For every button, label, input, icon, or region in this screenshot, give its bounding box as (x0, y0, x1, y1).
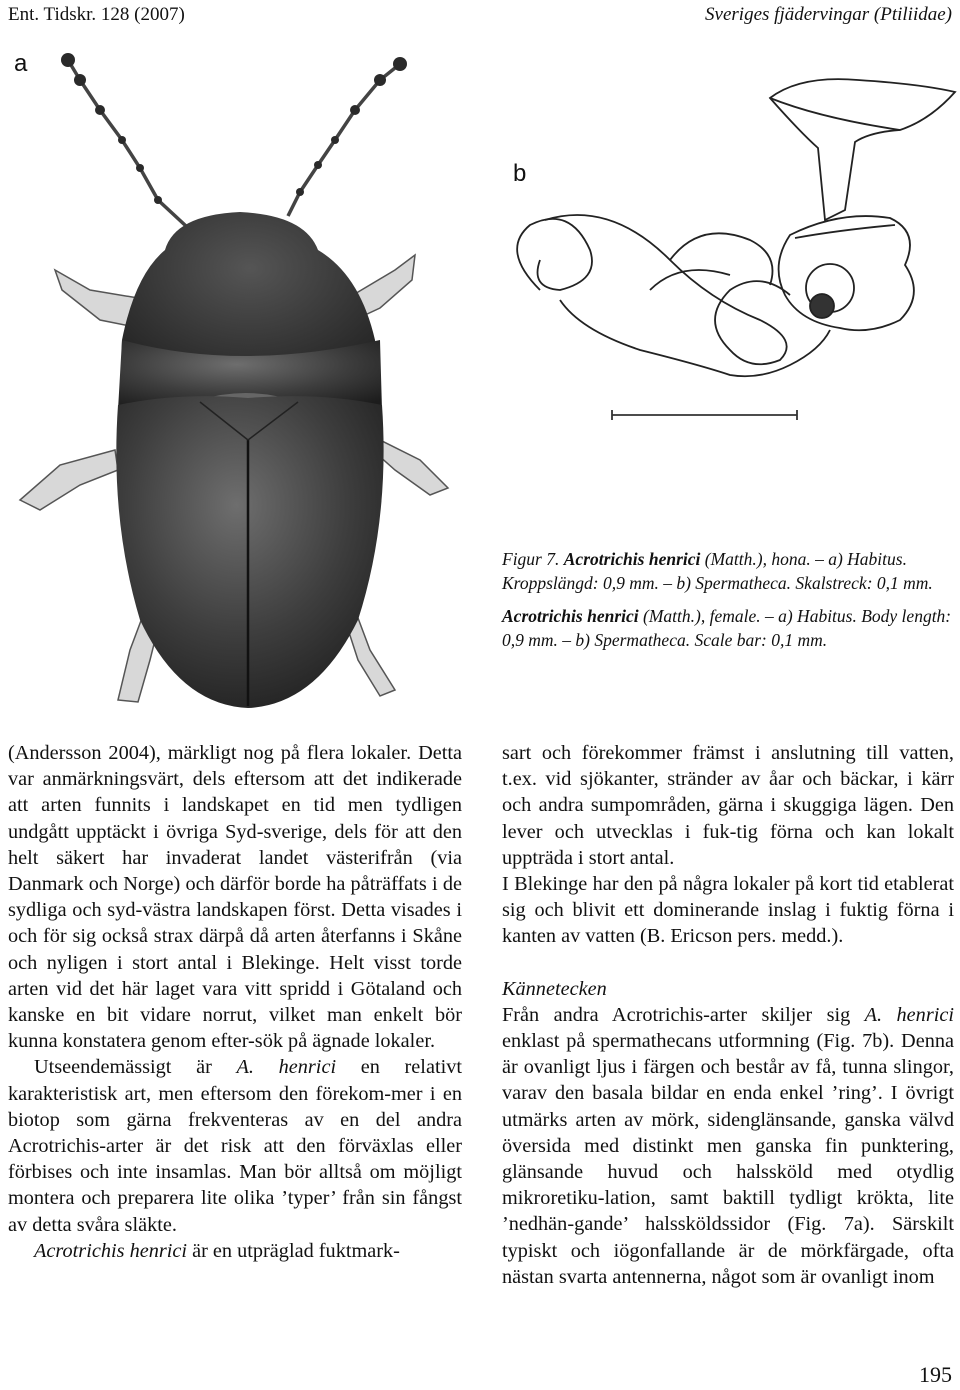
right-text-column (502, 740, 954, 1290)
text-run: en relativt karakteristisk art, men eftersom den förekom-mer i en biotop som gärna frekventeras av en del andra Acrotrichis-arter är det risk att den förväxlas eller förbises och inte insamlas. Man bör alltså om möjligt montera och preparera lite olika ’typer’ från sin fångst av detta svåra släkte. (8, 1056, 462, 1236)
figure-label-b: b (513, 160, 527, 187)
text-run: är en utpräglad fuktmark- (187, 1239, 400, 1262)
beetle-habitus-illustration (0, 40, 500, 720)
caption-english (502, 605, 954, 652)
paragraph: I Blekinge har den på några lokaler på kort tid etablerat sig och blivit ett dominerande inslag i fuktig förna i kanten av vatten (B. Ericson pers. medd.). (502, 873, 954, 948)
caption-prefix: Figur 7. (502, 549, 564, 569)
figure-label-a: a (14, 50, 28, 77)
journal-header: Ent. Tidskr. 128 (2007) (8, 4, 185, 25)
text-run: Från andra Acrotrichis-arter skiljer sig (502, 1003, 865, 1026)
text-run: enklast på spermathecans utformning (Fig. 7b). Denna är ovanligt ljus i färgen och består av få, tunna slingor, varav den basala bildar en enda enkel ’ring’. I övrigt utmärks arten av mörk, sidenglänsande, ganska välvd översida med distinkt men ganska fin punktering, glänsande huvud och halssköld med otydlig mikroretiku-lation, samt baktill tydligt krökta, lite ’nedhän-gande’ halssköldssidor (Fig. 7a). Särskilt typiskt och iögonfallande är de mörkfärgade, ofta nästan svarta antennerna, något som är ovanligt inom (502, 1030, 954, 1288)
paragraph: (Andersson 2004), märkligt nog på flera lokaler. Detta var anmärkningsvärt, dels eftersom att det indikerade att arten funnits i landskapet en tid men tydligen undgått upptäckt i övriga Syd-sverige, dels för att den helt säkert har invaderat landet västerifrån (via Danmark och Norge) och därför borde ha påträffats i de sydliga och syd-västra landskapen först. Detta visades i och för sig också strax därpå då arten återfanns i Skåne och nyligen i stort antal i Blekinge. Helt visst torde arten vid det här laget vara vitt spridd i Götaland och kanske en bit vidare norrut, vilket man enkelt bör kunna konstatera genom efter-sök på ägnade lokaler. (8, 742, 462, 1053)
caption-english-text: (Matth.), female. – a) Habitus. Body length: 0,9 mm. – b) Spermatheca. Scale bar: 0,1 mm. (502, 606, 952, 650)
paragraph: sart och förekommer främst i anslutning till vatten, t.ex. vid sjökanter, stränder av åar och bäckar, i kärr och andra sumpområden, gärna i skuggiga lägen. Den lever och utvecklas i fuk-tig förna och kan lokalt uppträda i stort antal. (502, 742, 954, 869)
caption-swedish-text: (Matth.), hona. – a) Habitus. Kroppslängd: 0,9 mm. – b) Spermatheca. Skalstreck: 0,1 mm. (502, 549, 933, 593)
section-heading: Kännetecken (502, 977, 607, 1000)
figure-caption (502, 548, 954, 652)
paragraph (8, 1238, 462, 1264)
caption-species-name-en: Acrotrichis henrici (502, 606, 639, 626)
caption-swedish (502, 548, 954, 595)
paragraph (8, 1054, 462, 1237)
left-text-column (8, 740, 462, 1264)
page-number: 195 (919, 1362, 952, 1387)
species-name: Acrotrichis henrici (34, 1239, 188, 1262)
caption-species-name: Acrotrichis henrici (563, 549, 701, 569)
species-name: A. henrici (236, 1056, 337, 1079)
species-name: A. henrici (864, 1003, 954, 1026)
spermatheca-illustration (500, 60, 960, 440)
paragraph (502, 1002, 954, 1290)
text-run: Utseendemässigt är (34, 1056, 237, 1079)
running-title: Sveriges fjädervingar (Ptiliidae) (705, 4, 952, 25)
